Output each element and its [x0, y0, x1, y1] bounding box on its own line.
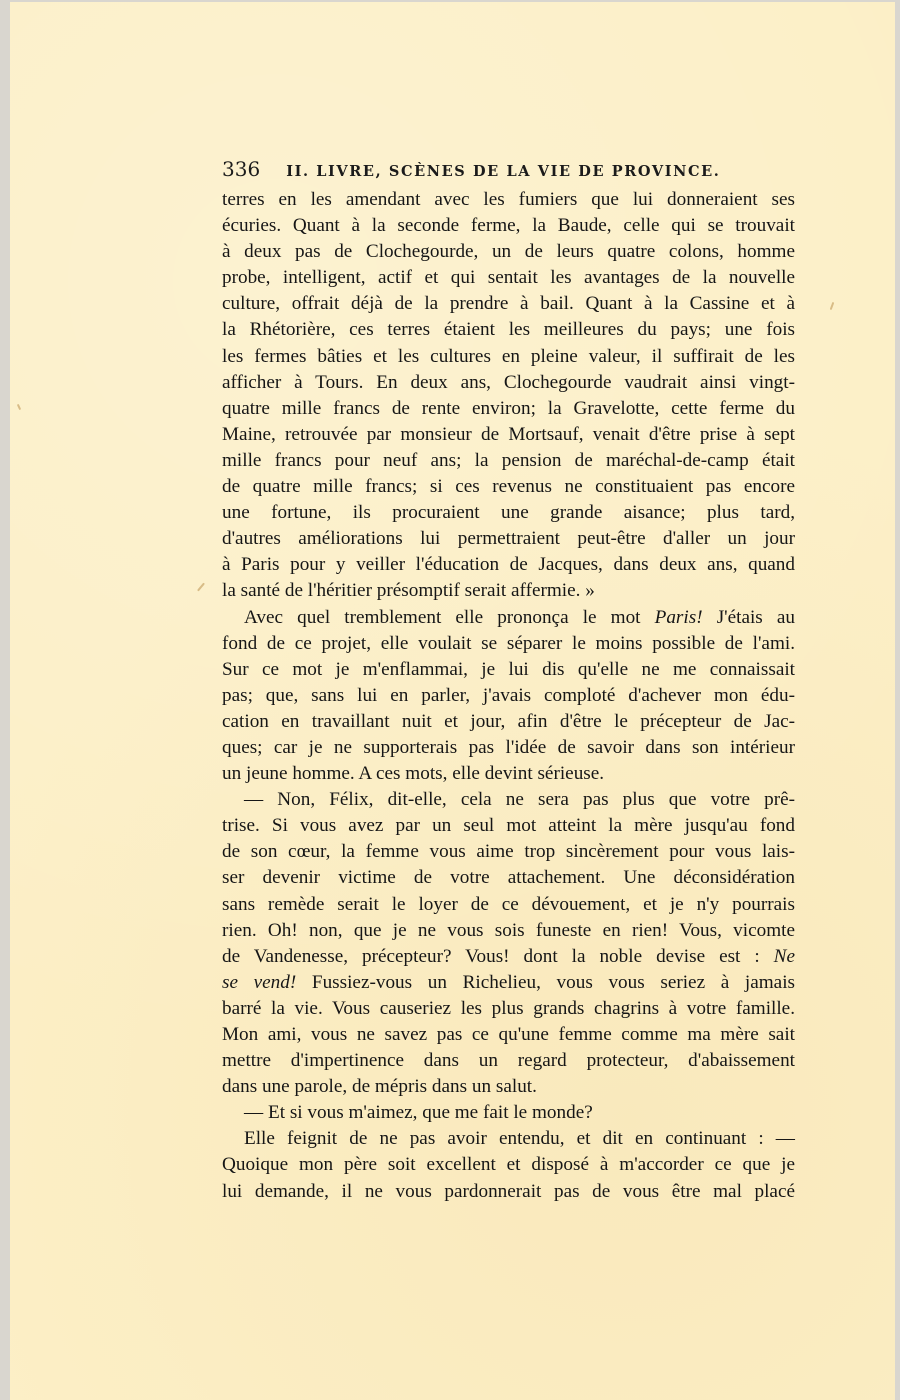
- paper-speck: [17, 404, 21, 410]
- text-line: Sur ce mot je m'enflammai, je lui dis qu'elle ne me connaissait: [222, 658, 795, 680]
- text-line: pas; que, sans lui en parler, j'avais comploté d'achever mon édu-: [222, 684, 795, 706]
- italic-emphasis: Ne: [773, 945, 795, 967]
- text-segment: de Vandenesse, précepteur? Vous! dont la noble devise est :: [222, 945, 774, 967]
- text-line: Maine, retrouvée par monsieur de Mortsauf, venait d'être prise à sept: [222, 423, 795, 445]
- text-line: trise. Si vous avez par un seul mot atteint la mère jusqu'au fond: [222, 815, 795, 837]
- paper-speck: [197, 583, 205, 592]
- text-line: sans remède serait le loyer de ce dévouement, et je n'y pourrais: [222, 893, 795, 915]
- italic-emphasis: se vend!: [222, 971, 297, 993]
- text-line: une fortune, ils procuraient une grande aisance; plus tard,: [222, 502, 795, 524]
- text-line: à Paris pour y veiller l'éducation de Jacques, dans deux ans, quand: [222, 554, 795, 576]
- running-head: II. LIVRE, SCÈNES DE LA VIE DE PROVINCE.: [286, 163, 721, 180]
- text-segment: Avec quel tremblement elle prononça le mot: [244, 606, 655, 628]
- text-line: mille francs pour neuf ans; la pension de maréchal-de-camp était: [222, 449, 795, 471]
- text-line: ser devenir victime de votre attachement. Une déconsidération: [222, 867, 795, 889]
- text-line: à deux pas de Clochegourde, un de leurs quatre colons, homme: [222, 241, 795, 263]
- paper-speck: [830, 302, 835, 310]
- text-segment: J'étais au: [702, 606, 795, 628]
- text-line: dans une parole, de mépris dans un salut.: [222, 1076, 537, 1098]
- text-line: la Rhétorière, ces terres étaient les meilleures du pays; une fois: [222, 319, 795, 341]
- italic-emphasis: Paris!: [654, 606, 703, 628]
- text-line: quatre mille francs de rente environ; la Gravelotte, cette ferme du: [222, 397, 795, 419]
- text-line: un jeune homme. A ces mots, elle devint sérieuse.: [222, 763, 605, 785]
- text-line: Elle feignit de ne pas avoir entendu, et dit en continuant : —: [244, 1128, 795, 1150]
- text-line: la santé de l'héritier présomptif serait affermie. »: [222, 580, 595, 602]
- text-line: — Et si vous m'aimez, que me fait le monde?: [244, 1102, 593, 1124]
- text-line: Quoique mon père soit excellent et disposé à m'accorder ce que je: [222, 1154, 795, 1176]
- text-line: fond de ce projet, elle voulait se séparer le moins possible de l'ami.: [222, 632, 795, 654]
- text-line: rien. Oh! non, que je ne vous sois funeste en rien! Vous, vicomte: [222, 919, 795, 941]
- page-header: [222, 157, 802, 181]
- page-number: 336: [222, 157, 261, 181]
- text-line: ques; car je ne supporterais pas l'idée de savoir dans son intérieur: [222, 736, 795, 758]
- text-line: Mon ami, vous ne savez pas ce qu'une femme comme ma mère sait: [222, 1024, 795, 1045]
- book-page: [10, 2, 895, 1400]
- text-line: afficher à Tours. En deux ans, Clochegourde vaudrait ainsi vingt-: [222, 371, 795, 393]
- body-text: [222, 187, 795, 1205]
- text-line: [222, 944, 795, 970]
- text-line: cation en travaillant nuit et jour, afin d'être le précepteur de Jac-: [222, 710, 795, 732]
- text-line: de son cœur, la femme vous aime trop sincèrement pour vous lais-: [222, 841, 795, 863]
- text-line: écuries. Quant à la seconde ferme, la Baude, celle qui se trouvait: [222, 215, 795, 237]
- text-segment: Fussiez-vous un Richelieu, vous vous seriez à jamais: [296, 971, 795, 993]
- text-line: les fermes bâties et les cultures en pleine valeur, il suffirait de les: [222, 345, 795, 367]
- text-line: — Non, Félix, dit-elle, cela ne sera pas plus que votre prê-: [244, 789, 795, 811]
- text-line: lui demande, il ne vous pardonnerait pas de vous être mal placé: [222, 1180, 795, 1202]
- text-line: [222, 605, 795, 631]
- text-line: de quatre mille francs; si ces revenus ne constituaient pas encore: [222, 476, 795, 498]
- text-line: [222, 970, 795, 996]
- text-line: d'autres améliorations lui permettraient peut-être d'aller un jour: [222, 528, 795, 550]
- text-line: barré la vie. Vous causeriez les plus grands chagrins à votre famille.: [222, 997, 795, 1019]
- text-line: probe, intelligent, actif et qui sentait les avantages de la nouvelle: [222, 267, 795, 289]
- text-line: terres en les amendant avec les fumiers que lui donneraient ses: [222, 189, 795, 210]
- text-line: culture, offrait déjà de la prendre à bail. Quant à la Cassine et à: [222, 293, 795, 315]
- text-line: mettre d'impertinence dans un regard protecteur, d'abaissement: [222, 1050, 795, 1072]
